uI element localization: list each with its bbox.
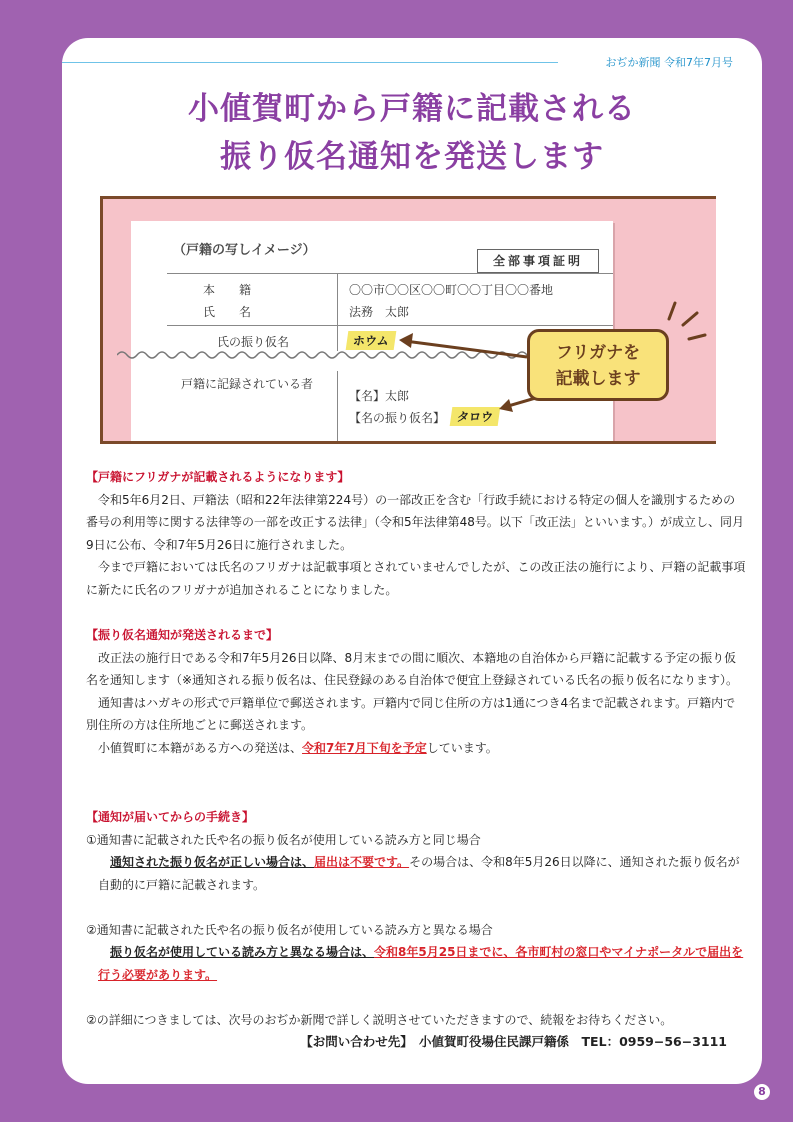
highlight-schedule: 令和7年7月下旬を予定 — [302, 740, 427, 755]
highlight-deadline: 令和8年5月25日までに、各市町村の窓口やマイナポータルで届出を行う必要があります。 — [98, 945, 744, 982]
shimei-label: 氏 名 — [203, 305, 252, 319]
certificate-label: 全部事項証明 — [477, 249, 599, 273]
callout-line2: 記載します — [555, 369, 641, 389]
illustration-caption: （戸籍の写しイメージ） — [173, 243, 316, 258]
text-span: 小値賀町に本籍がある方への発送は、 — [98, 740, 303, 755]
text-span: その場合は、令和8年5月26日以降に、通知された振り仮名が自動的に戸籍に記載されます。 — [98, 855, 740, 892]
paragraph: 令和5年6月2日、戸籍法（昭和22年法律第224号）の一部改正を含む「行政手続における特定の個人を識別するための番号の利用等に関する法律等の一部を改正する法律」（令和5年法律第48号。以下「改正法」といいます。）が成立し、同月9日に公布、令和7年5月26日に施行されました。 — [86, 492, 744, 552]
shimei-value: 法務 太郎 — [349, 305, 410, 319]
section-furigana-recorded — [86, 466, 746, 601]
mei-value: 【名】太郎 — [349, 389, 410, 403]
mei-furigana-label: 【名の振り仮名】 — [349, 411, 446, 425]
highlight-no-filing: 届出は不要です。 — [314, 855, 410, 869]
section-heading: 【通知が届いてからの手続き】 — [86, 810, 255, 824]
spacer — [86, 896, 746, 919]
note-text: ②の詳細につきましては、次号のおぢか新聞で詳しく説明させていただきますので、続報をお待ちください。 — [86, 1012, 673, 1027]
paragraph: 改正法の施行日である令和7年5月26日以降、8月末までの間に順次、本籍地の自治体から戸籍に記載する予定の振り仮名を通知します（※通知される振り仮名は、住民登録のある自治体で便宜上登録されている氏名の振り仮名になります）。 — [86, 650, 739, 687]
newsletter-label: おぢか新聞 令和7年7月号 — [605, 56, 733, 69]
text-span: しています。 — [426, 740, 498, 755]
case2-body — [86, 941, 746, 986]
section-procedure — [86, 806, 746, 1031]
section-heading: 【戸籍にフリガナが記載されるようになります】 — [86, 470, 350, 484]
mei-furigana-value: タロウ — [450, 407, 501, 426]
paragraph — [86, 737, 746, 760]
callout-arrows-icon — [103, 199, 716, 444]
page-title-line1: 小値賀町から戸籍に記載される — [188, 91, 636, 127]
section-heading: 【振り仮名通知が発送されるまで】 — [86, 628, 279, 642]
page-number: 8 — [752, 1082, 772, 1102]
text-span: 振り仮名が使用している読み方と異なる場合は、 — [110, 945, 375, 959]
contact-info: 【お問い合わせ先】 小値賀町役場住民課戸籍係 TEL：0959−56−3111 — [300, 1034, 727, 1049]
spacer — [86, 986, 746, 1009]
koseki-illustration — [100, 196, 716, 444]
paragraph: 通知書はハガキの形式で戸籍単位で郵送されます。戸籍内で同じ住所の方は1通につき4名まで記載されます。戸籍内で別住所の方は住所地ごとに郵送されます。 — [86, 695, 736, 732]
case2-title: ②通知書に記載された氏や名の振り仮名が使用している読み方と異なる場合 — [86, 922, 493, 937]
uji-furigana-label: 氏の振り仮名 — [217, 335, 290, 349]
case1-body — [86, 851, 746, 896]
paragraph: 今まで戸籍においては氏名のフリガナは記載事項とされていませんでしたが、この改正法の施行により、戸籍の記載事項に新たに氏名のフリガナが追加されることになりました。 — [86, 560, 746, 597]
honseki-label: 本 籍 — [203, 283, 252, 297]
case1-title: ①通知書に記載された氏や名の振り仮名が使用している読み方と同じ場合 — [86, 832, 481, 847]
furigana-callout — [527, 329, 669, 401]
honseki-value: 〇〇市〇〇区〇〇町〇〇丁目〇〇番地 — [349, 283, 554, 297]
page-title-line2: 振り仮名通知を発送します — [220, 139, 604, 175]
text-span: 通知された振り仮名が正しい場合は、 — [110, 855, 315, 869]
section-notice-sending — [86, 624, 746, 759]
person-label: 戸籍に記録されている者 — [181, 377, 314, 391]
header-rule — [62, 62, 558, 63]
uji-furigana-value: ホウム — [346, 331, 397, 350]
callout-line1: フリガナを — [555, 343, 641, 363]
